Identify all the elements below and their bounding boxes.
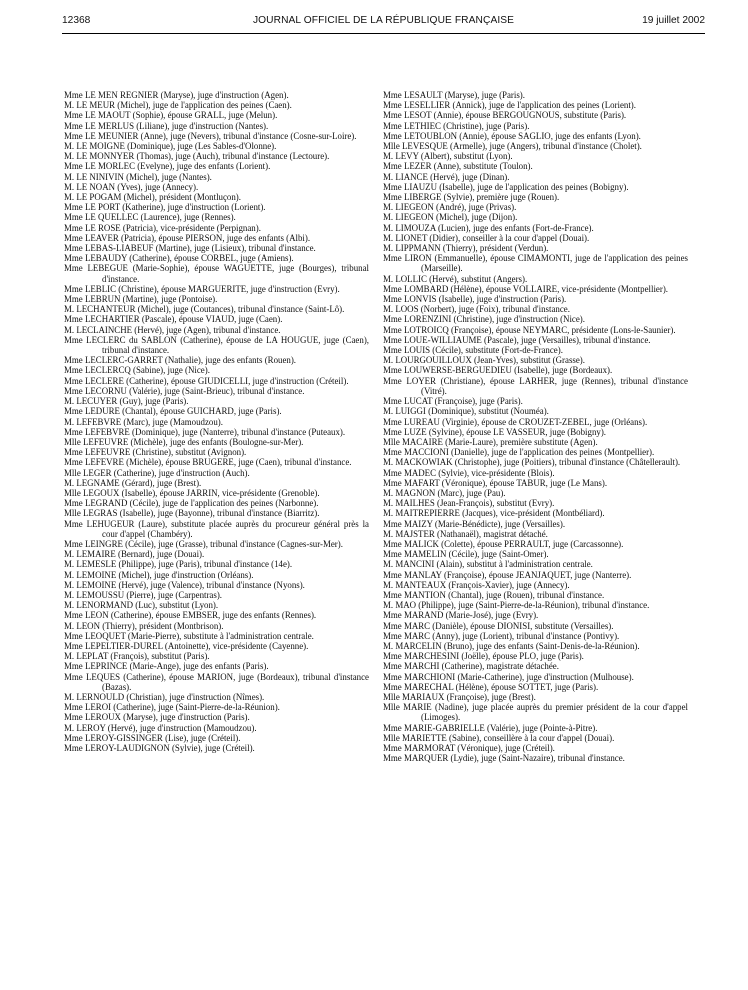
list-item: Mme MARCHIONI (Marie-Catherine), juge d'instruction (Mulhouse). [383, 671, 634, 682]
list-item: Mme LOYER (Christiane), épouse LARHER, juge (Rennes), tribunal d'instance (Vitré). [383, 375, 688, 396]
list-item: Mme LEAVER (Patricia), épouse PIERSON, juge des enfants (Albi). [64, 232, 311, 243]
list-item: Mme MARCHI (Catherine), magistrate détachée. [383, 661, 559, 672]
list-item: M. LECLAINCHE (Hervé), juge (Agen), tribunal d'instance. [64, 324, 281, 335]
list-item: Mme LEROI (Catherine), juge (Saint-Pierre-de-la-Réunion). [64, 702, 280, 713]
list-item: Mme MARC (Anny), juge (Lorient), tribunal d'instance (Pontivy). [383, 630, 620, 641]
list-item: M. LE MONNYER (Thomas), juge (Auch), tribunal d'instance (Lectoure). [64, 151, 330, 162]
list-item: M. MANCINI (Alain), substitut à l'administration centrale. [383, 559, 593, 570]
list-item: Mlle MARIE (Nadine), juge placée auprès du premier président de la cour d'appel (Limoges). [383, 702, 688, 723]
list-item: M. LENORMAND (Luc), substitut (Lyon). [64, 600, 219, 611]
list-item: Mme MARECHAL (Hélène), épouse SOTTET, juge (Paris). [383, 681, 599, 692]
list-item: Mme LESAULT (Maryse), juge (Paris). [383, 90, 525, 100]
list-item: Mme LE ROSE (Patricia), vice-présidente (Perpignan). [64, 222, 261, 233]
list-item: Mme LE QUELLEC (Laurence), juge (Rennes). [64, 212, 236, 223]
list-item: Mlle MARIETTE (Sabine), conseillère à la cour d'appel (Douai). [383, 732, 615, 743]
list-item: Mme LEBEGUE (Marie-Sophie), épouse WAGUETTE, juge (Bourges), tribunal d'instance. [64, 263, 369, 284]
list-item: M. LEVY (Albert), substitut (Lyon). [383, 151, 513, 162]
list-item: M. LEON (Thierry), président (Montbrison). [64, 620, 224, 631]
journal-title: JOURNAL OFFICIEL DE LA RÉPUBLIQUE FRANÇAISE [252, 15, 515, 26]
list-item: Mme LECORNU (Valérie), juge (Saint-Brieuc), tribunal d'instance. [64, 385, 305, 396]
list-item: Mme LEPRINCE (Marie-Ange), juge des enfants (Paris). [64, 661, 269, 672]
list-item: M. LIMOUZA (Lucien), juge des enfants (Fort-de-France). [383, 222, 594, 233]
list-item: Mme LEFEBVRE (Dominique), juge (Nanterre), tribunal d'instance (Puteaux). [64, 426, 346, 437]
list-item: Mlle LEGER (Catherine), juge d'instruction (Auch). [64, 467, 250, 478]
list-item: Mme LECLERC-GARRET (Nathalie), juge des enfants (Rouen). [64, 355, 297, 366]
list-item: Mme LEOQUET (Marie-Pierre), substitute à l'administration centrale. [64, 630, 314, 641]
list-item: Mme MALICK (Colette), épouse PERRAULT, juge (Carcassonne). [383, 538, 624, 549]
list-item: Mlle LEFEUVRE (Michèle), juge des enfants (Boulogne-sur-Mer). [64, 436, 304, 447]
publication-date: 19 juillet 2002 [642, 15, 705, 26]
list-item: M. LE MEUR (Michel), juge de l'application des peines (Caen). [64, 100, 292, 111]
list-item: Mme MARMORAT (Véronique), juge (Créteil). [383, 743, 555, 753]
list-item: M. MAITREPIERRE (Jacques), vice-président (Montbéliard). [383, 508, 605, 519]
list-item: Mme LEFEUVRE (Christine), substitut (Avignon). [64, 447, 247, 458]
list-item: M. MAGNON (Marc), juge (Pau). [383, 487, 506, 498]
list-item: Mme MANLAY (Françoise), épouse JEANJAQUET, juge (Nanterre). [383, 569, 632, 580]
list-item: Mme LEINGRE (Cécile), juge (Grasse), tribunal d'instance (Cagnes-sur-Mer). [64, 538, 343, 549]
list-item: Mme LIAUZU (Isabelle), juge de l'application des peines (Bobigny). [383, 181, 629, 192]
list-item: Mme LUCAT (Françoise), juge (Paris). [383, 396, 523, 407]
list-item: M. LE POGAM (Michel), président (Montluçon). [64, 192, 241, 203]
list-item: Mme LONVIS (Isabelle), juge d'instruction (Paris). [383, 294, 567, 305]
list-item: M. LIPPMANN (Thierry), président (Verdun). [383, 243, 549, 254]
list-item: M. MARCELIN (Bruno), juge des enfants (Saint-Denis-de-la-Réunion). [383, 640, 640, 651]
list-item: M. MANTEAUX (François-Xavier), juge (Annecy). [383, 579, 570, 590]
list-item: Mme LECLERC du SABLON (Catherine), épouse de LA HOUGUE, juge (Caen), tribunal d'instance. [64, 334, 369, 356]
list-item: Mme LEBRUN (Martine), juge (Pontoise). [64, 294, 218, 305]
list-item: Mme LUZE (Sylvine), épouse LE VASSEUR, juge (Bobigny). [383, 426, 607, 437]
list-item: Mme LE MEN REGNIER (Maryse), juge d'instruction (Agen). [64, 90, 289, 100]
list-item: M. LEMOUSSU (Pierre), juge (Carpentras). [64, 589, 222, 600]
list-item: Mme LEPELTIER-DUREL (Antoinette), vice-présidente (Cayenne). [64, 640, 309, 651]
list-item: Mme LOUIS (Cécile), substitute (Fort-de-France). [383, 345, 563, 356]
list-item: M. LOLLIC (Hervé), substitut (Angers). [383, 273, 528, 284]
list-item: M. MAJSTER (Nathanaël), magistrat détaché. [383, 528, 548, 539]
list-item: M. LE NOAN (Yves), juge (Annecy). [64, 181, 199, 192]
list-item: M. LIEGEON (André), juge (Privas). [383, 202, 517, 213]
list-item: Mme LIRON (Emmanuelle), épouse CIMAMONTI, juge de l'application des peines (Marseille). [383, 253, 688, 274]
list-item: M. LIEGEON (Michel), juge (Dijon). [383, 212, 518, 223]
list-item: M. MACKOWIAK (Christophe), juge (Poitiers), tribunal d'instance (Châtellerault). [383, 457, 681, 468]
list-item: M. LOURGOUILLOUX (Jean-Yves), substitut (Grasse). [383, 355, 585, 366]
list-item: Mme MARC (Danièle), épouse DIONISI, substitute (Versailles). [383, 620, 614, 631]
list-item: Mme MAFART (Véronique), épouse TABUR, juge (Le Mans). [383, 477, 608, 488]
list-item: Mme MARIE-GABRIELLE (Valérie), juge (Pointe-à-Pitre). [383, 722, 598, 733]
list-item: Mme LUREAU (Virginie), épouse de CROUZET-ZEBEL, juge (Orléans). [383, 416, 648, 427]
list-item: Mme MADEC (Sylvie), vice-présidente (Blois). [383, 467, 555, 478]
list-item: Mme MARCHESINI (Joëlle), épouse PLO, juge (Paris). [383, 651, 584, 662]
list-item: M. LE MOIGNE (Dominique), juge (Les Sables-d'Olonne). [64, 141, 277, 152]
list-item: Mme LE MORLEC (Evelyne), juge des enfants (Lorient). [64, 161, 271, 172]
list-item: Mme LIBERGE (Sylvie), première juge (Rouen). [383, 192, 560, 203]
list-item: Mme LEON (Catherine), épouse EMBSER, juge des enfants (Rennes). [64, 610, 317, 621]
list-item: Mme LEROY-GISSINGER (Lise), juge (Créteil). [64, 732, 241, 743]
list-item: Mme LEBAUDY (Catherine), épouse CORBEL, juge (Amiens). [64, 253, 294, 264]
list-item: M. LECUYER (Guy), juge (Paris). [64, 396, 189, 407]
list-item: M. LEFEBVRE (Marc), juge (Mamoudzou). [64, 416, 223, 427]
list-item: Mme MAIZY (Marie-Bénédicte), juge (Versailles). [383, 518, 566, 529]
list-item: Mme LE MAOUT (Sophie), épouse GRALL, juge (Melun). [64, 110, 278, 121]
list-item: M. LIANCE (Hervé), juge (Dinan). [383, 171, 510, 182]
list-item: M. LEROY (Hervé), juge d'instruction (Mamoudzou). [64, 722, 257, 733]
list-item: Mme LE PORT (Katherine), juge d'instruction (Lorient). [64, 202, 266, 213]
list-item: Mme MACCIONI (Danielle), juge de l'application des peines (Montpellier). [383, 447, 655, 458]
list-item: M. LEMAIRE (Bernard), juge (Douai). [64, 549, 205, 560]
page-header [62, 10, 705, 30]
list-item: Mme LEBAS-LIABEUF (Martine), juge (Lisieux), tribunal d'instance. [64, 243, 316, 254]
list-item: Mme LEROY-LAUDIGNON (Sylvie), juge (Créteil). [64, 743, 255, 753]
list-item: Mme LETHIEC (Christine), juge (Paris). [383, 120, 530, 131]
list-item: M. LEMOINE (Hervé), juge (Valence), tribunal d'instance (Nyons). [64, 579, 305, 590]
list-item: Mme LEFEVRE (Michèle), épouse BRUGERE, juge (Caen), tribunal d'instance. [64, 457, 352, 468]
list-item: Mme MAMELIN (Cécile), juge (Saint-Omer). [383, 549, 549, 560]
list-item: M. LERNOULD (Christian), juge d'instruction (Nîmes). [64, 691, 265, 702]
list-item: Mme LOUE-WILLIAUME (Pascale), juge (Versailles), tribunal d'instance. [383, 334, 651, 345]
list-item: Mlle MARIAUX (Françoise), juge (Brest). [383, 691, 536, 702]
list-item: Mme LORENZINI (Christine), juge d'instruction (Nice). [383, 314, 585, 325]
list-item: Mme LEZER (Anne), substitute (Toulon). [383, 161, 533, 172]
list-item: Mlle LEVESQUE (Armelle), juge (Angers), tribunal d'instance (Cholet). [383, 141, 642, 152]
list-item: Mme LEQUES (Catherine), épouse MARION, juge (Bordeaux), tribunal d'instance (Bazas). [64, 671, 369, 692]
list-item: Mme LECHARTIER (Pascale), épouse VIAUD, juge (Caen). [64, 314, 283, 325]
list-item: Mme MARQUER (Lydie), juge (Saint-Nazaire), tribunal d'instance. [383, 753, 625, 764]
list-item: Mme LEDURE (Chantal), épouse GUICHARD, juge (Paris). [64, 406, 282, 417]
header-rule [62, 33, 705, 34]
list-item: Mme MANTION (Chantal), juge (Rouen), tribunal d'instance. [383, 589, 605, 600]
list-item: Mme LESELLIER (Annick), juge de l'application des peines (Lorient). [383, 100, 636, 111]
list-item: Mme LEBLIC (Christine), épouse MARGUERITE, juge d'instruction (Evry). [64, 283, 340, 294]
list-item: M. LECHANTEUR (Michel), juge (Coutances), tribunal d'instance (Saint-Lô). [64, 304, 345, 315]
page-number: 12368 [62, 15, 91, 26]
list-item: Mlle MACAIRE (Marie-Laure), première substitute (Agen). [383, 436, 598, 447]
list-item: Mme LEGRAND (Cécile), juge de l'application des peines (Narbonne). [64, 498, 319, 509]
list-item: Mme LESOT (Annie), épouse BERGOUGNOUS, substitute (Paris). [383, 110, 627, 121]
list-item: M. LIONET (Didier), conseiller à la cour d'appel (Douai). [383, 232, 590, 243]
list-item: Mme LECLERE (Catherine), épouse GIUDICELLI, juge d'instruction (Créteil). [64, 375, 349, 386]
list-item: M. LEMESLE (Philippe), juge (Paris), tribunal d'instance (14e). [64, 559, 293, 570]
list-item: Mme MARAND (Marie-José), juge (Evry). [383, 610, 539, 621]
list-item: Mme LOTROICQ (Françoise), épouse NEYMARC, présidente (Lons-le-Saunier). [383, 324, 676, 335]
left-column [64, 90, 369, 753]
list-item: M. MAILHES (Jean-François), substitut (Evry). [383, 498, 555, 509]
list-item: Mme LOUWERSE-BERGUEDIEU (Isabelle), juge (Bordeaux). [383, 365, 613, 376]
list-item: M. LOOS (Norbert), juge (Foix), tribunal d'instance. [383, 304, 570, 315]
list-item: Mme LE MERLUS (Liliane), juge d'instruction (Nantes). [64, 120, 269, 131]
list-item: M. LEMOINE (Michel), juge d'instruction (Orléans). [64, 569, 254, 580]
list-item: Mme LEROUX (Maryse), juge d'instruction (Paris). [64, 712, 250, 723]
list-item: M. LE NINIVIN (Michel), juge (Nantes). [64, 171, 212, 182]
list-item: M. LEPLAT (François), substitut (Paris). [64, 651, 210, 662]
list-item: Mme LETOUBLON (Annie), épouse SAGLIO, juge des enfants (Lyon). [383, 130, 641, 141]
list-item: M. LEGNAME (Gérard), juge (Brest). [64, 477, 202, 488]
list-item: Mme LOMBARD (Hélène), épouse VOLLAIRE, vice-présidente (Montpellier). [383, 283, 668, 294]
list-item: Mme LECLERCQ (Sabine), juge (Nice). [64, 365, 210, 376]
right-column [383, 90, 688, 763]
list-item: Mlle LEGRAS (Isabelle), juge (Bayonne), tribunal d'instance (Biarritz). [64, 508, 320, 519]
list-item: Mme LEHUGEUR (Laure), substitute placée auprès du procureur général près la cour d'appel (Chambéry). [64, 518, 369, 539]
list-item: M. MAO (Philippe), juge (Saint-Pierre-de-la-Réunion), tribunal d'instance. [383, 600, 650, 611]
list-item: Mme LE MEUNIER (Anne), juge (Nevers), tribunal d'instance (Cosne-sur-Loire). [64, 130, 357, 141]
list-item: Mlle LEGOUX (Isabelle), épouse JARRIN, vice-présidente (Grenoble). [64, 487, 320, 498]
list-item: M. LUIGGI (Dominique), substitut (Nouméa). [383, 406, 549, 417]
